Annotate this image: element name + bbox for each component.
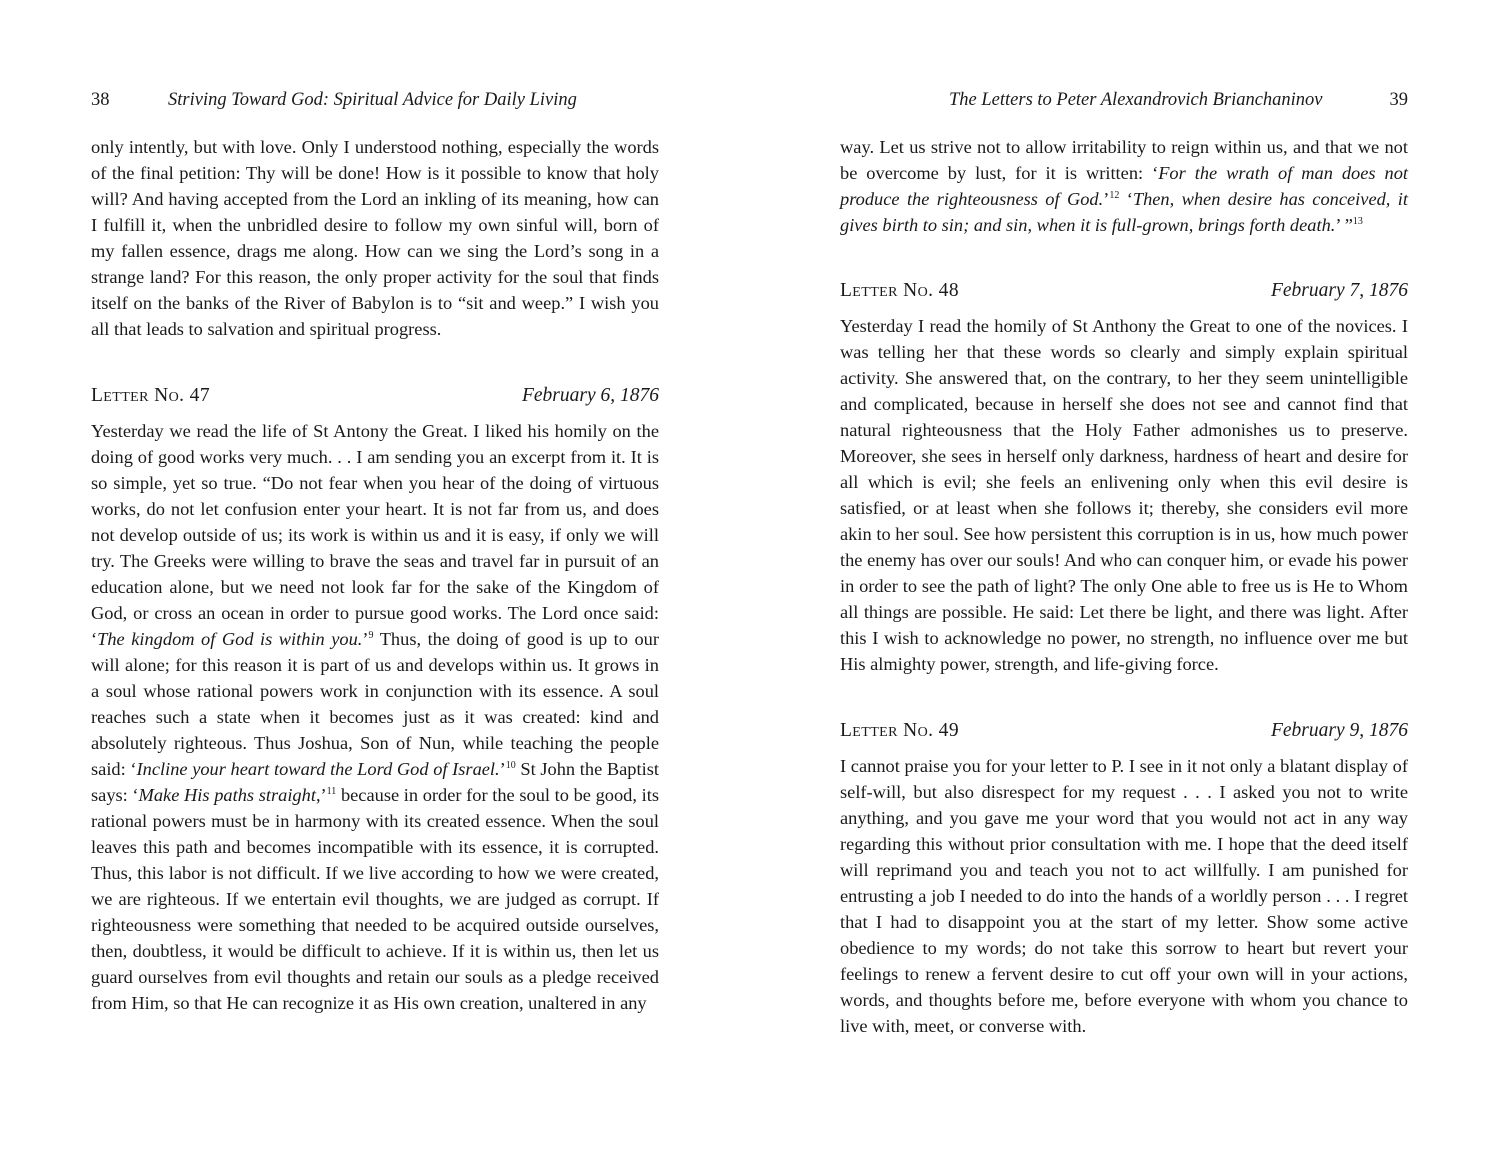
letter-title: Letter No. 48 [840,280,959,301]
scripture-quote: For the wrath of man does not produce the righteousness of God. [840,163,1409,209]
letter-body: Yesterday we read the life of St Antony the Great. I liked his homily on the doing of good works very much. . . I am sending you an excerpt from it. It is so simple, yet so true. “Do not fear when you hear of the doing of virtuous works, do not let confusion enter your heart. It is not far from us, and does not develop outside of us; its work is within us and it is easy, if only we will try. The Greeks were willing to brave the seas and travel far in pursuit of an education alone, but we need not look far for the sake of the Kingdom of God, or cross an ocean in order to pursue good works. The Lord once said: ‘The kingdom of God is within you.’$^9$ Thus, the doing of good is up to our will alone; for this reason it is part of us and develops within us. It grows in a soul whose rational powers work in conjunction with its essence. A soul reaches such a state when it becomes just as it was created: kind and absolutely righteous. Thus Joshua, Son of Nun, while teaching the people said: ‘Incline your heart toward the Lord God of Israel.’$^{10}$ St John the Baptist says: ‘Make His paths straight,’$^{11}$ because in order for the soul to be good, its rational powers must be in harmony with its created essence. When the soul leaves this path and becomes incompatible with its essence, it is corrupted. Thus, this labor is not difficult. If we live according to how we were created, we are righteous. If we entertain evil thoughts, we are judged as corrupt. If righteousness were something that needed to be acquired outside ourselves, then, doubtless, it would be difficult to achieve. If it is within us, then let us guard ourselves from evil thoughts and retain our souls as a pledge received from Him, so that He can recognize it as His own creation, unaltered in any [91,421,659,1013]
scripture-quote: Make His paths straight [138,785,316,805]
letter-date: February 6, 1876 [521,385,659,406]
letter-heading [840,277,1408,305]
section-title-header: The Letters to Peter Alexandrovich Brianchaninov [949,90,1323,110]
letter-date: February 7, 1876 [1270,280,1408,301]
book-title-header: Striving Toward God: Spiritual Advice for Daily Living [168,90,577,110]
footnote-ref: 13 [1352,216,1363,227]
continued-paragraph: only intently, but with love. Only I understood nothing, especially the words of the final petition: Thy will be done! How is it possible to know that holy will? And having accepted from the Lord an inkling of its meaning, how can I fulfill it, when the unbridled desire to follow my own sinful will, born of my fallen essence, drags me along. How can we sing the Lord’s song in a strange land? For this reason, the only proper activity for the soul that finds itself on the banks of the River of Babylon is to “sit and weep.” I wish you all that leads to salvation and spiritual progress. [91,137,659,339]
page-number: 38 [91,90,110,110]
footnote-ref: 10 [505,760,516,771]
footnote-ref: 9 [368,630,374,641]
right-page-body [840,134,1408,1039]
footnote-ref: 12 [1109,190,1120,201]
scripture-quote: The kingdom of God is within you. [97,629,363,649]
left-running-head [91,86,659,114]
page-number: 39 [1389,90,1408,110]
scripture-quote: Then, when desire has conceived, it gives birth to sin; and sin, when it is full-grown, brings forth death. [840,189,1408,235]
footnote-ref: 11 [326,786,337,797]
scripture-quote: Incline your heart toward the Lord God of Israel. [136,759,500,779]
left-page-body [91,134,659,1016]
left-page [91,0,659,1151]
letter-body: Yesterday I read the homily of St Anthony the Great to one of the novices. I was telling her that these words so clearly and simply explain spiritual activity. She answered that, on the contrary, to her they seem unintelligible and complicated, because in herself she does not see and cannot find that natural righteousness that the Holy Father admonishes us to preserve. Moreover, she sees in herself only darkness, hardness of heart and desire for all which is evil; she feels an enlivening only when this evil desire is satisfied, or at least when she follows it; thereby, she considers evil more akin to her soul. See how persistent this corruption is in us, how much power the enemy has over our souls! And who can conquer him, or evade his power in order to see the path of light? The only One able to free us is He to Whom all things are possible. He said: Let there be light, and there was light. After this I wish to acknowledge no power, no strength, no influence over me but His almighty power, strength, and life-giving force. [840,316,1408,674]
letter-heading [91,382,659,410]
right-running-head [840,86,1408,114]
letter-heading [840,717,1408,745]
letter-body: I cannot praise you for your letter to P. I see in it not only a blatant display of self-will, but also disrespect for my request . . . I asked you not to write anything, and you gave me your word that you would not act in any way regarding this without prior consultation with me. I hope that the deed itself will reprimand you and teach you not to act willfully. I am punished for entrusting a job I needed to do into the hands of a worldly person . . . I regret that I had to disappoint you at the start of my letter. Show some active obedience to my words; do not take this sorrow to heart but revert your feelings to renew a fervent desire to cut off your own will in your actions, words, and thoughts before me, before everyone with whom you chance to live with, meet, or converse with. [840,756,1408,1036]
continued-paragraph: way. Let us strive not to allow irritability to reign within us, and that we not be overcome by lust, for it is written: ‘For the wrath of man does not produce the righteousness of God.’$^{12}$ ‘Then, when desire has conceived, it gives birth to sin; and sin, when it is full-grown, brings forth death.’ ”$^{13}$ [840,137,1409,235]
letter-date: February 9, 1876 [1270,720,1408,741]
letter-title: Letter No. 49 [840,720,959,741]
letter-title: Letter No. 47 [91,385,210,406]
right-page [840,0,1408,1151]
